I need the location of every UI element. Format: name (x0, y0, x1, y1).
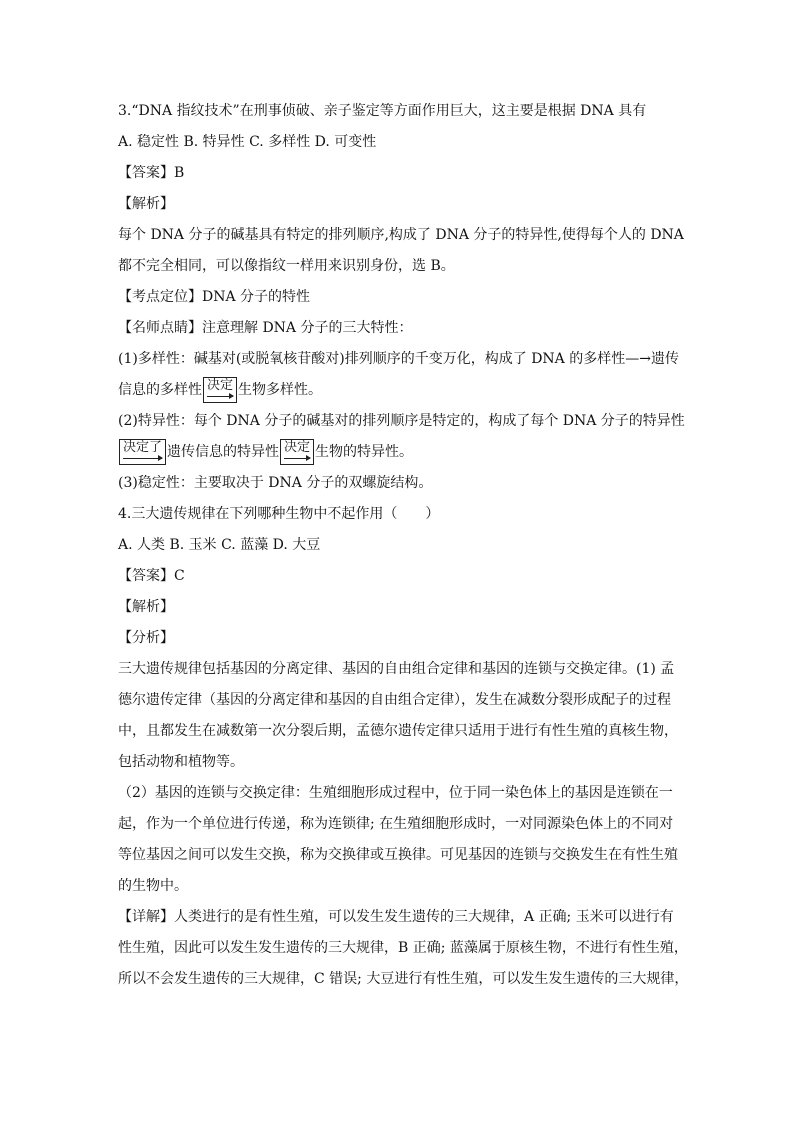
q3-analysis-header: 【解析】 (118, 196, 174, 212)
q3-analysis-line-1: 每个 DNA 分子的碱基具有特定的排列顺序,构成了 DNA 分子的特异性,使得每个人的 DNA (118, 227, 684, 243)
q3-point2-line-2 (118, 437, 678, 468)
determine-label: 决定 (207, 378, 234, 393)
q3-point1-pre: 信息的多样性 (118, 382, 202, 398)
q4-xiangjie-line-3: 所以不会发生遗传的三大规律，C 错误; 大豆进行有性生殖，可以发生发生遗传的三大规律， (118, 971, 689, 987)
q3-analysis-line-2: 都不完全相同，可以像指纹一样用来识别身份，选 B。 (118, 258, 455, 274)
q4-fenxi-line-5: （2）基因的连锁与交换定律：生殖细胞形成过程中，位于同一染色体上的基因是连锁在一 (118, 785, 673, 801)
q4-fenxi-line-1: 三大遗传规律包括基因的分离定律、基因的自由组合定律和基因的连锁与交换定律。(1) 孟 (118, 661, 675, 677)
q3-options: A. 稳定性 B. 特异性 C. 多样性 D. 可变性 (118, 134, 377, 150)
q4-question: 4.三大遗传规律在下列哪种生物中不起作用（ ） (118, 506, 440, 522)
q3-mingshi: 【名师点睛】注意理解 DNA 分子的三大特性： (118, 320, 413, 336)
q4-fenxi-line-2: 德尔遗传定律（基因的分离定律和基因的自由组合定律），发生在减数分裂形成配子的过程 (118, 692, 671, 708)
determine-label: 决定 (284, 440, 311, 455)
q3-point2-mid: 遗传信息的特异性 (167, 444, 280, 460)
q3-point1-line-2 (118, 375, 678, 406)
q4-analysis-header: 【解析】 (118, 599, 174, 615)
q3-point1-post: 生物多样性。 (238, 382, 323, 398)
determine-arrow-box (203, 377, 237, 403)
q4-fenxi-line-3: 中，且都发生在减数第一次分裂后期，孟德尔遗传定律只适用于进行有性生殖的真核生物， (118, 723, 678, 739)
q3-answer: 【答案】B (118, 165, 185, 181)
q3-point2-post: 生物的特异性。 (315, 444, 414, 460)
determined-arrow-box (119, 439, 166, 465)
q4-fenxi-line-6: 起，作为一个单位进行传递，称为连锁律; 在生殖细胞形成时，一对同源染色体上的不同对 (118, 816, 674, 832)
q4-xiangjie-line-1: 【详解】人类进行的是有性生殖，可以发生发生遗传的三大规律，A 正确; 玉米可以进行有 (118, 909, 674, 925)
determine-arrow-box (280, 439, 314, 465)
q4-fenxi-line-7: 等位基因之间可以发生交换，称为交换律或互换律。可见基因的连锁与交换发生在有性生殖 (118, 847, 678, 863)
q4-fenxi-line-4: 包括动物和植物等。 (118, 754, 244, 770)
q3-question: 3.“DNA 指纹技术”在刑事侦破、亲子鉴定等方面作用巨大，这主要是根据 DNA 具有 (118, 103, 647, 119)
q4-answer: 【答案】C (118, 568, 185, 584)
arrow-icon (207, 396, 233, 397)
q3-point3: (3)稳定性：主要取决于 DNA 分子的双螺旋结构。 (118, 475, 433, 491)
q3-point2-line-1: (2)特异性：每个 DNA 分子的碱基对的排列顺序是特定的，构成了每个 DNA 分子的特异性 (118, 413, 685, 429)
q4-fenxi-header: 【分析】 (118, 630, 174, 646)
q4-fenxi-line-8: 的生物中。 (118, 878, 188, 894)
arrow-icon (284, 458, 310, 459)
determined-label: 决定了 (123, 440, 163, 455)
q3-point1-line-1: (1)多样性：碱基对(或脱氧核苷酸对)排列顺序的千变万化，构成了 DNA 的多样性—→遗传 (118, 351, 679, 367)
q3-kaodian: 【考点定位】DNA 分子的特性 (118, 289, 311, 305)
q4-xiangjie-line-2: 性生殖，因此可以发生发生遗传的三大规律，B 正确; 蓝藻属于原核生物，不进行有性生殖， (118, 940, 688, 956)
document-page (118, 96, 689, 995)
q4-options: A. 人类 B. 玉米 C. 蓝藻 D. 大豆 (118, 537, 321, 553)
arrow-icon (123, 458, 162, 459)
